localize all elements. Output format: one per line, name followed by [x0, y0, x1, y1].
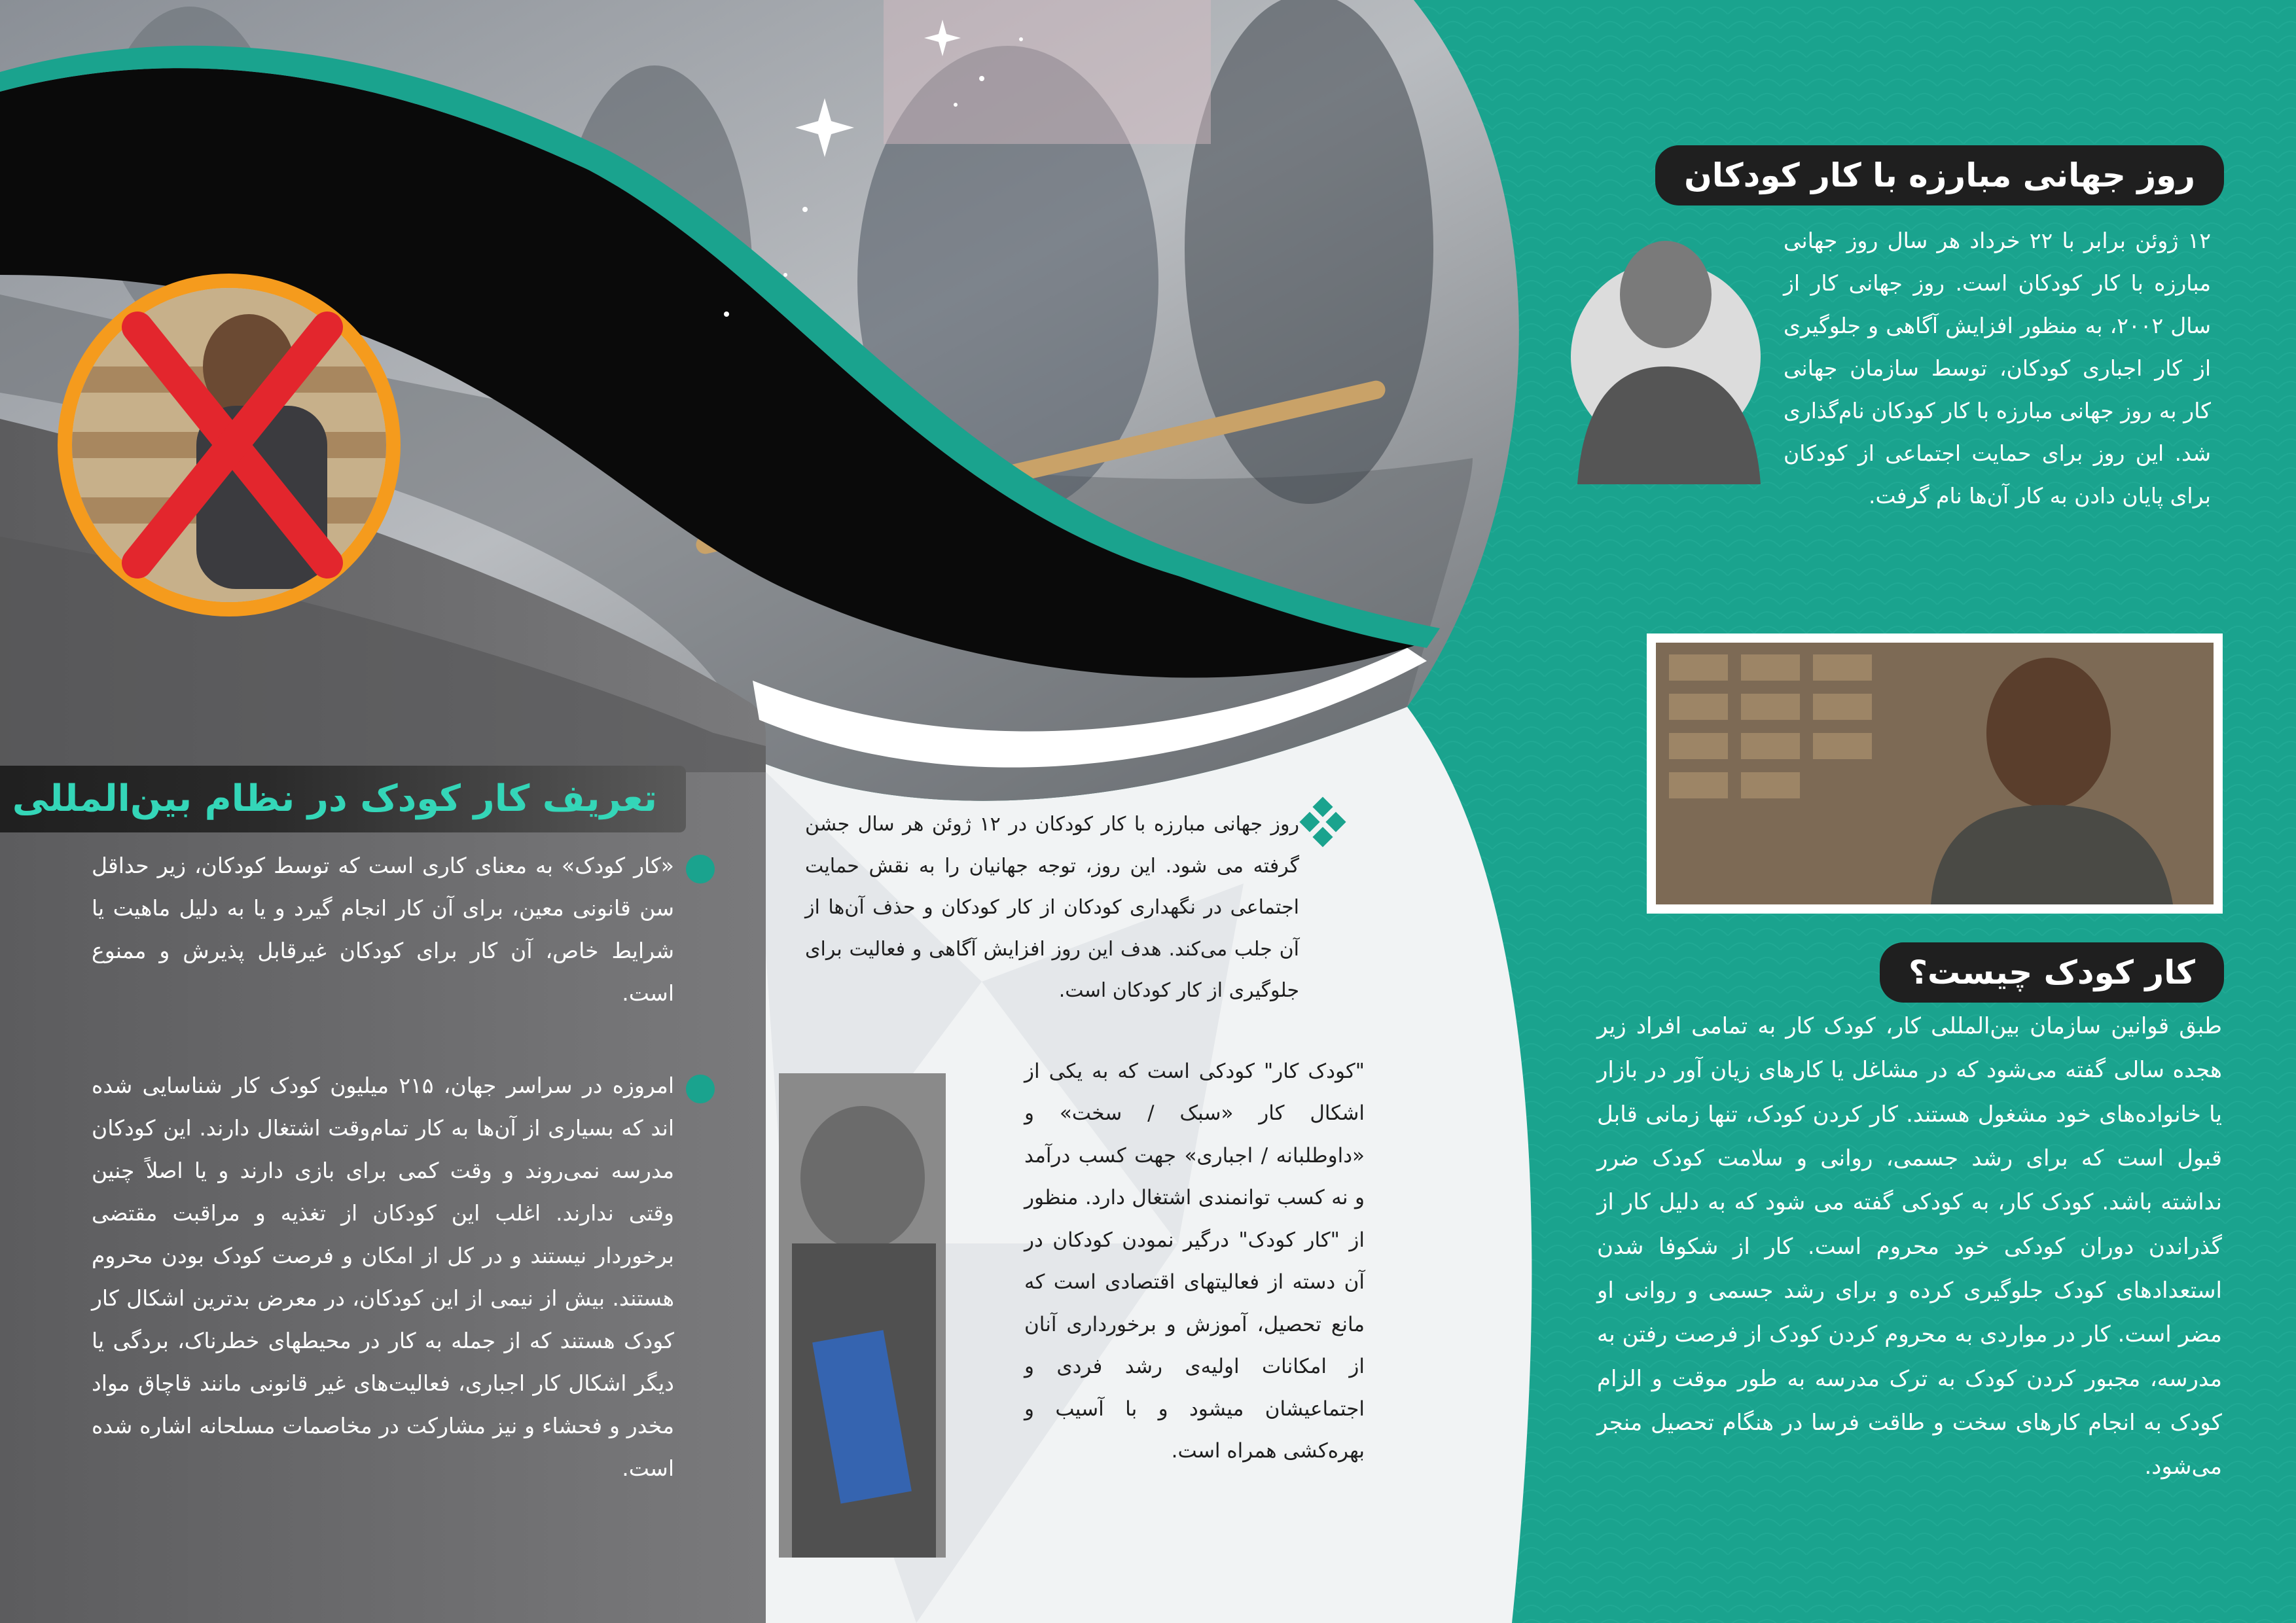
- child-with-book-photo: [779, 1073, 946, 1558]
- world-day-paragraph: ۱۲ ژوئن برابر با ۲۲ خرداد هر سال روز جهانی مبارزه با کار کودکان است. روز جهانی کار از سال ۲۰۰۲، به منظور افزایش آگاهی و جلوگیری از کار اجباری کودکان، توسط سازمان جهانی کار به روز جهانی مبارزه با کار کودکان نام‌گذاری شد. این روز برای حمایت اجتماعی از کودکان برای پایان دادن به کار آن‌ها نام گرفت.: [1784, 228, 2211, 508]
- middle-paragraph-1: روز جهانی مبارزه با کار کودکان در ۱۲ ژوئن هر سال جشن گرفته می شود. این روز، توجه جهانیان را به نقش حمایت اجتماعی در نگهداری کودکان از کار کودکان و حذف آن‌ها از آن جلب می‌کند. هدف این روز افزایش آگاهی و فعالیت برای جلوگیری از کار کودکان است.: [805, 813, 1299, 1003]
- definition-bullet-2: امروزه در سراسر جهان، ۲۱۵ میلیون کودک کار شناسایی شده اند که بسیاری از آن‌ها به کار تمام‌وقت اشتغال دارند. این کودکان مدرسه نمی‌روند و وقت کمی برای بازی دارند و یا اصلاً چنین وقتی ندارند. اغلب این کودکان از تغذیه و مراقبت مقتضی برخوردار نیستند و در کل از امکان و فرصت کودک بودن محروم هستند. بیش از نیمی از این کودکان، در معرض بدترین اشکال کار کودک هستند که از جمله به کار در محیطهای خطرناک، بردگی یا دیگر اشکال کار اجباری، فعالیت‌های غیر قانونی مانند قاچاق مواد مخدر و فحشاء و نیز مشارکت در مخاصمات مسلحانه اشاره شده است.: [92, 1073, 674, 1481]
- world-day-heading: روز جهانی مبارزه با کار کودکان: [1655, 145, 2224, 205]
- what-is-paragraph: طبق قوانین سازمان بین‌المللی کار، کودک کار به تمامی افراد زیر هجده سالی گفته می‌شود که در مشاغل یا کارهای زیان آور در بازار یا خانواده‌های خود مشغول هستند. کار کردن کودک، تنها زمانی قابل قبول است که برای رشد جسمی، روانی و سلامت کودک ضرر نداشته باشد. کودک کار، به کودکی گفته می شود که به دلیل کار از گذراندن دوران کودکی خود محروم است. کار از شکوفا شدن استعدادهای کودک جلوگیری کرده و برای رشد جسمی و روانی او مضر است. کار در مواردی به محروم کردن کودک از فرصت رفتن به مدرسه، مجبور کردن کودک به ترک مدرسه به طور موقت و الزام کودک به انجام کارهای سخت و طاقت فرسا در هنگام تحصیل منجر می‌شود.: [1597, 1013, 2222, 1480]
- definition-bullet-1: «کار کودک» به معنای کاری است که توسط کودکان، زیر حداقل سن قانونی معین، برای آن کار انجام گیرد و یا به دلیل ماهیت یا شرایط خاص، آن کار برای کودکان غیرقابل پذیرش و ممنوع است.: [92, 853, 674, 1006]
- brick-child-photo: [1647, 633, 2223, 914]
- middle-paragraph-2: "کودک کار" کودکی است که به یکی از اشکال کار «سبک / سخت» و «داوطلبانه / اجباری» جهت کسب درآمد و نه کسب توانمندی اشتغال دارد. منظور از "کار کودک" درگیر نمودن کودکان در آن دسته از فعالیتهای اقتصادی است که مانع تحصیل، آموزش و برخورداری آنان از امکانات اولیه‌ی رشد فردی و اجتماعیشان میشود و با آسیب و بهره‌کشی همراه است.: [1024, 1060, 1365, 1463]
- definition-heading: تعریف کار کودک در نظام بین‌المللی: [0, 766, 686, 832]
- bullet-marker: [686, 855, 715, 883]
- bullet-marker: [686, 1075, 715, 1103]
- what-is-heading: کار کودک چیست؟: [1880, 942, 2224, 1003]
- no-child-labor-icon: [58, 274, 401, 616]
